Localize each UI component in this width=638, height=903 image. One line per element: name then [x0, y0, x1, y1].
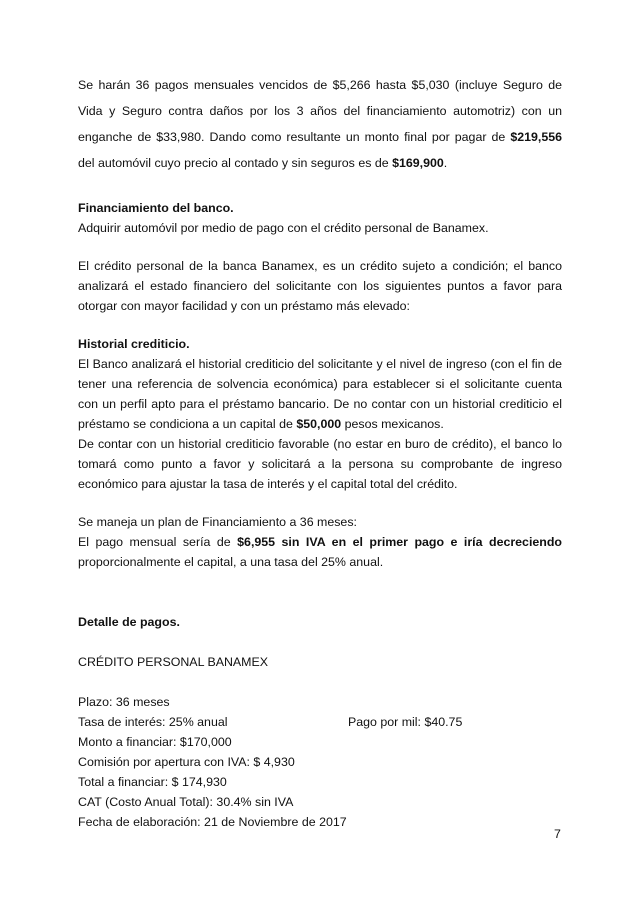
- historial-text-1: El Banco analizará el historial crediticio del solicitante y el nivel de ingreso (con el fin de tener una referencia de solvencia económica) para establecer si el solicitante cuenta con un perfil apto para el préstamo bancario. De no contar con un historial crediticio el préstamo se condiciona a un capital de: [78, 357, 562, 431]
- intro-text-3: .: [443, 156, 448, 170]
- page-number: 7: [554, 827, 561, 841]
- plan-line: Se maneja un plan de Financiamiento a 36 meses:: [78, 515, 357, 529]
- tasa-line: Tasa de interés: 25% anual: [78, 715, 228, 729]
- plan-text-1: El pago mensual sería de: [78, 535, 238, 549]
- total-line: Total a financiar: $ 174,930: [78, 775, 227, 789]
- intro-cash-price: $169,900: [392, 156, 444, 170]
- historial-heading: Historial crediticio.: [78, 337, 190, 351]
- historial-capital: $50,000: [296, 417, 342, 431]
- fecha-line: Fecha de elaboración: 21 de Noviembre de 2017: [78, 815, 347, 829]
- tasa-row: [78, 712, 562, 732]
- plazo-line: Plazo: 36 meses: [78, 695, 170, 709]
- comision-line: Comisión por apertura con IVA: $ 4,930: [78, 755, 295, 769]
- plan-monthly-payment: $6,955 sin IVA en el primer pago e iría decreciendo: [237, 535, 562, 549]
- monto-line: Monto a financiar: $170,000: [78, 735, 232, 749]
- plan-text-2: proporcionalmente el capital, a una tasa del 25% anual.: [78, 555, 384, 569]
- historial-paragraph-1: [78, 354, 562, 434]
- pago-por-mil: Pago por mil: $40.75: [348, 715, 463, 729]
- intro-text-2: del automóvil cuyo precio al contado y sin seguros es de: [78, 156, 393, 170]
- intro-text-1: Se harán 36 pagos mensuales vencidos de $5,266 hasta $5,030 (incluye Seguro de Vida y Seguro contra daños por los 3 años del financiamiento automotriz) con un enganche de $33,980. Dando como resultante un monto final por pagar de: [78, 78, 562, 144]
- bank-line: Adquirir automóvil por medio de pago con el crédito personal de Banamex.: [78, 221, 489, 235]
- cat-line: CAT (Costo Anual Total): 30.4% sin IVA: [78, 795, 294, 809]
- intro-paragraph: [78, 72, 562, 176]
- plan-paragraph: [78, 532, 562, 572]
- bank-heading: Financiamiento del banco.: [78, 201, 234, 215]
- historial-paragraph-2: De contar con un historial crediticio favorable (no estar en buro de crédito), el banco lo tomará como punto a favor y solicitará a la persona su comprobante de ingreso económico para ajustar la tasa de interés y el capital total del crédito.: [78, 437, 562, 491]
- intro-total-amount: $219,556: [510, 130, 562, 144]
- historial-text-2: pesos mexicanos.: [341, 417, 444, 431]
- bank-paragraph: El crédito personal de la banca Banamex, es un crédito sujeto a condición; el banco analizará el estado financiero del solicitante con los siguientes puntos a favor para otorgar con mayor facilidad y con un préstamo más elevado:: [78, 259, 562, 313]
- credit-name: CRÉDITO PERSONAL BANAMEX: [78, 655, 269, 669]
- detalle-heading: Detalle de pagos.: [78, 615, 180, 629]
- page-content: [78, 72, 562, 832]
